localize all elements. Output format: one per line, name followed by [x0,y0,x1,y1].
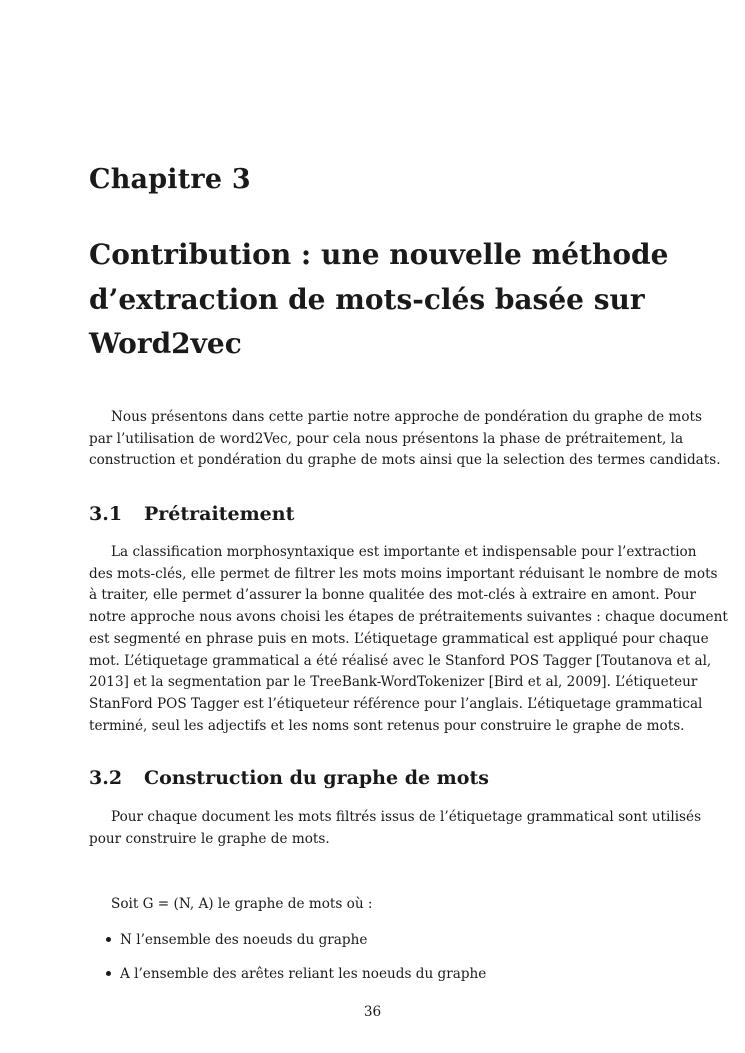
section-title: Construction du graphe de mots [144,767,489,789]
paragraph-line: pour construire le graphe de mots. [89,830,330,847]
paragraph-line: Nous présentons dans cette partie notre approche de pondération du graphe de mots [111,409,702,425]
paragraph-line: est segmenté en phrase puis en mots. L’étiquetage grammatical est appliqué pour chaque [89,630,709,647]
paragraph-line: Pour chaque document les mots filtrés issus de l’étiquetage grammatical sont utilisés [111,809,702,825]
bullet-icon [106,937,111,942]
paragraph-line: terminé, seul les adjectifs et les noms sont retenus pour construire le graphe de mots. [89,717,685,734]
graph-definition: Soit G = (N, A) le graphe de mots où : [111,896,373,912]
section-number: 3.1 [89,503,123,525]
intro-paragraph [89,407,721,472]
chapter-title [89,233,669,367]
paragraph-line: construction et pondération du graphe de mots ainsi que la selection des termes candidats. [89,452,721,469]
list-item-text: A l’ensemble des arêtes reliant les noeuds du graphe [120,966,487,982]
section-heading-construction [89,767,489,789]
section-title: Prétraitement [144,503,295,525]
paragraph-line: La classification morphosyntaxique est importante et indispensable pour l’extraction [111,544,697,560]
paragraph-line: mot. L’étiquetage grammatical a été réalisé avec le Stanford POS Tagger [Toutanova et al, [89,652,712,669]
list-item [106,966,486,982]
paragraph-line: des mots-clés, elle permet de filtrer les mots moins important réduisant le nombre de mots [89,565,718,582]
section-heading-pretraitement [89,503,294,525]
paragraph-line: notre approche nous avons choisi les étapes de prétraitements suivantes : chaque document [89,609,728,626]
paragraph-line: par l’utilisation de word2Vec, pour cela nous présentons la phase de prétraitement, la [89,430,684,447]
paragraph-line: 2013] et la segmentation par le TreeBank-WordTokenizer [Bird et al, 2009]. L’étiqueteur [89,674,698,691]
bullet-icon [106,971,111,976]
chapter-title-line: Contribution : une nouvelle méthode [89,238,669,271]
paragraph-line: StanFord POS Tagger est l’étiqueteur référence pour l’anglais. L’étiquetage grammatical [89,695,703,712]
page-number: 36 [363,1004,382,1020]
list-item-text: N l’ensemble des noeuds du graphe [120,932,368,948]
chapter-label: Chapitre 3 [89,164,251,195]
section-number: 3.2 [89,767,123,789]
chapter-title-line: d’extraction de mots-clés basée sur [89,282,645,316]
chapter-title-line: Word2vec [89,327,242,360]
paragraph-line: à traiter, elle permet d’assurer la bonne qualitée des mot-clés à extraire en amont. Pour [89,587,697,604]
section-paragraph-pretraitement [89,542,728,737]
list-item [106,932,367,948]
section-paragraph-construction [89,807,702,850]
